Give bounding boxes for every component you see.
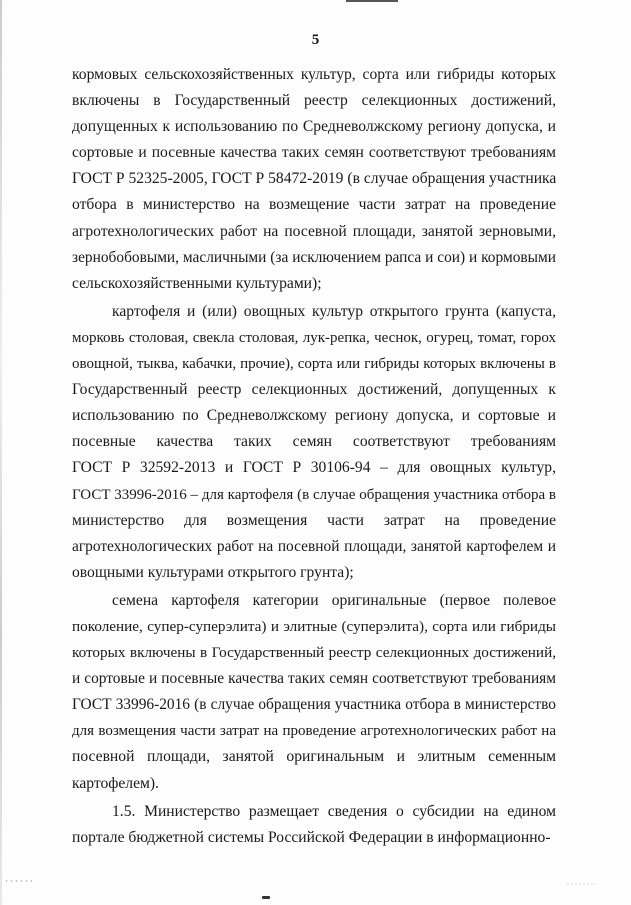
- page-number: 5: [311, 32, 320, 48]
- document-body: [72, 62, 556, 851]
- text-line: овощной, тыква, кабачки, прочие), сорта или гибриды которых включены в: [72, 356, 556, 373]
- text-line: кормовых сельскохозяйственных культур, сорта или гибриды которых: [72, 66, 556, 83]
- text-line: ГОСТ 33996-2016 (в случае обращения участника отбора в министерство: [72, 696, 556, 714]
- text-line: использованию по Средневолжскому региону допуска, и сортовые и: [72, 407, 556, 425]
- text-line: 1.5. Министерство размещает сведения о субсидии на едином: [112, 802, 556, 820]
- scan-artifact-right: [566, 882, 596, 886]
- text-line: которых включены в Государственный реестр селекционных достижений,: [72, 644, 556, 662]
- text-line: и сортовые и посевные качества таких семян соответствуют требованиям: [72, 670, 556, 688]
- text-line: включены в Государственный реестр селекционных достижений,: [72, 92, 556, 110]
- paragraph: [72, 299, 556, 586]
- text-line: агротехнологических работ на посевной площади, занятой зерновыми,: [72, 222, 556, 240]
- scan-artifact-bottom: [262, 896, 270, 899]
- text-line: семена картофеля категории оригинальные (первое полевое: [112, 591, 556, 609]
- text-line: сельскохозяйственными культурами);: [72, 274, 322, 292]
- text-line: Государственный реестр селекционных достижений, допущенных к: [72, 381, 556, 399]
- text-line: морковь столовая, свекла столовая, лук-репка, чеснок, огурец, томат, горох: [72, 329, 556, 346]
- text-line: сортовые и посевные качества таких семян соответствуют требованиям: [72, 144, 556, 162]
- top-rule-mark: [346, 0, 398, 2]
- text-line: поколение, супер-суперэлита) и элитные (суперэлита), сорта или гибриды: [72, 617, 556, 635]
- text-line: портале бюджетной системы Российской Федерации в информационно-: [72, 828, 551, 846]
- text-line: ГОСТ 33996-2016 – для картофеля (в случае обращения участника отбора в: [72, 486, 556, 503]
- paragraph: [72, 62, 556, 297]
- paragraph: [72, 799, 556, 851]
- text-line: зернобобовыми, масличными (за исключением рапса и сои) и кормовыми: [72, 248, 556, 266]
- text-line: агротехнологических работ на посевной площади, занятой картофелем и: [72, 537, 556, 555]
- scan-artifact-left: [4, 878, 32, 884]
- text-line: ГОСТ Р 52325-2005, ГОСТ Р 58472-2019 (в случае обращения участника: [72, 170, 556, 188]
- text-line: министерство для возмещения части затрат на проведение: [72, 511, 556, 529]
- text-line: посевной площади, занятой оригинальным и элитным семенным: [72, 748, 556, 766]
- text-line: овощными культурами открытого грунта);: [72, 563, 354, 581]
- text-line: посевные качества таких семян соответствуют требованиям: [72, 433, 556, 451]
- text-line: для возмещения части затрат на проведение агротехнологических работ на: [72, 723, 556, 740]
- text-line: картофеля и (или) овощных культур открытого грунта (капуста,: [112, 302, 556, 320]
- text-line: допущенных к использованию по Средневолжскому региону допуска, и: [72, 118, 556, 136]
- text-line: отбора в министерство на возмещение части затрат на проведение: [72, 196, 556, 214]
- paragraph: [72, 588, 556, 797]
- scan-left-edge: [0, 0, 2, 905]
- text-line: ГОСТ Р 32592-2013 и ГОСТ Р 30106-94 – для овощных культур,: [72, 459, 556, 477]
- text-line: картофелем).: [72, 774, 159, 792]
